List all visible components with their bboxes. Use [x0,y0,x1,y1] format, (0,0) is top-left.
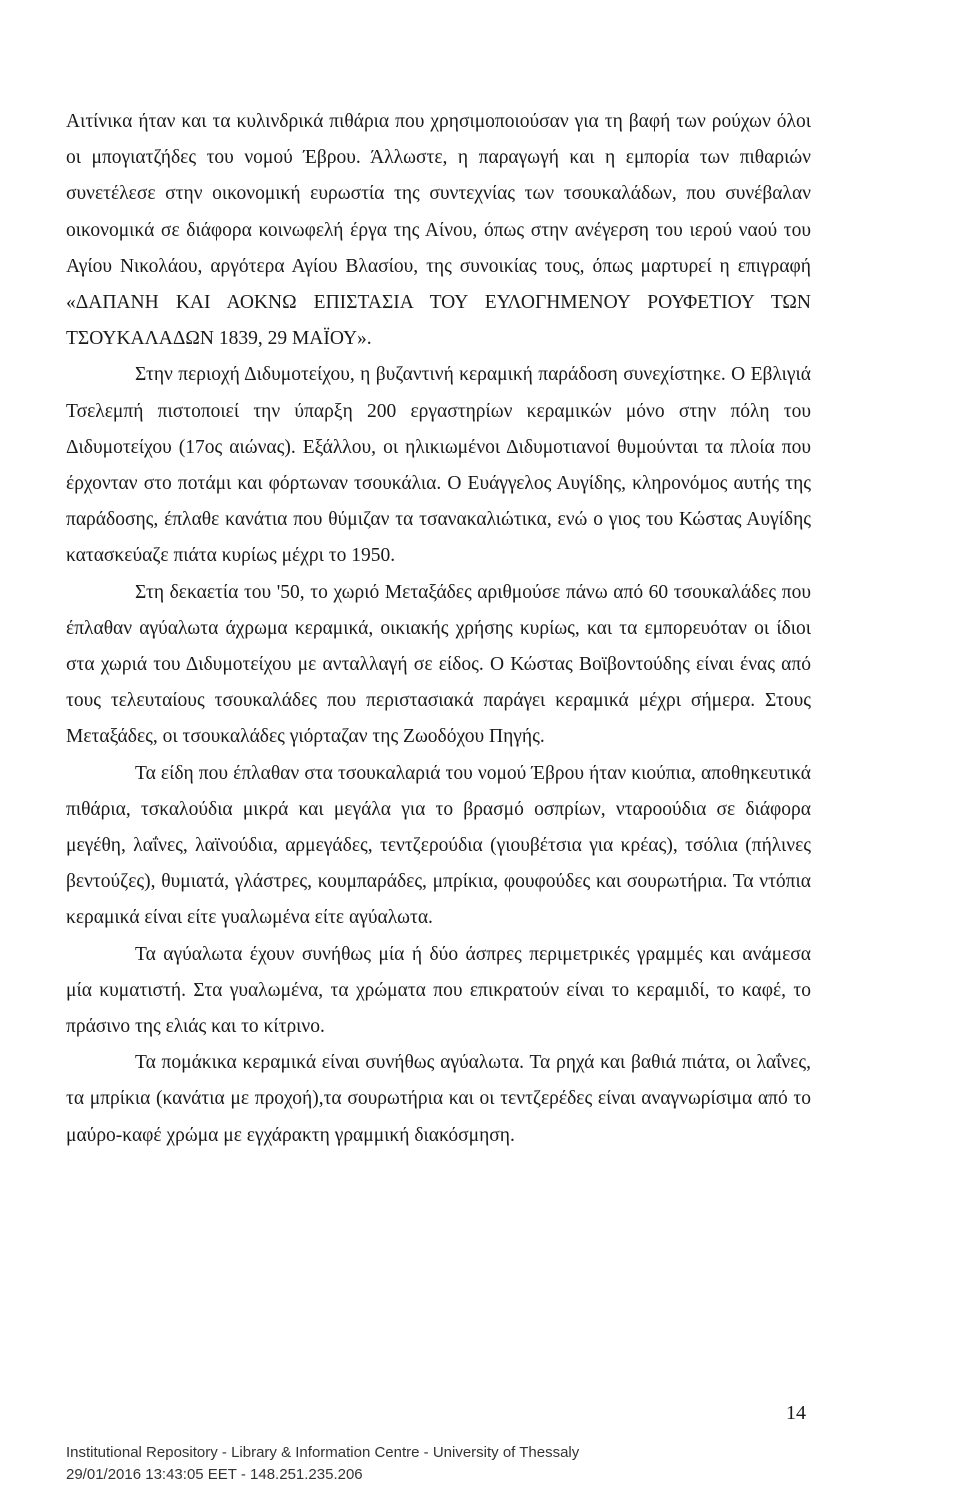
paragraph-1: Αιτίνικα ήταν και τα κυλινδρικά πιθάρια που χρησιμοποιούσαν για τη βαφή των ρούχων όλοι οι μπογιατζήδες του νομού Έβρου. Άλλωστε, η παραγωγή και η εμπορία των πιθαριών συνετέλεσε στην οικονομική ευρωστία της συντεχνίας των τσουκαλάδων, που συνέβαλαν οικονομικά σε διάφορα κοινωφελή έργα της Αίνου, όπως στην ανέγερση του ιερού ναού του Αγίου Νικολάου, αργότερα Αγίου Βλασίου, της συνοικίας τους, όπως μαρτυρεί η επιγραφή «ΔΑΠΑΝΗ ΚΑΙ ΑΟΚΝΩ ΕΠΙΣΤΑΣΙΑ ΤΟΥ ΕΥΛΟΓΗΜΕΝΟΥ ΡΟΥΦΕΤΙΟΥ ΤΩΝ ΤΣΟΥΚΑΛΑΔΩΝ 1839, 29 ΜΑΪΟΥ». [66,111,811,350]
paragraph-3: Στη δεκαετία του '50, το χωριό Μεταξάδες αριθμούσε πάνω από 60 τσουκαλάδες που έπλαθαν αγύαλωτα άχρωμα κεραμικά, οικιακής χρήσης κυρίως, και τα εμπορευόταν οι ίδιοι στα χωριά του Διδυμοτείχου με ανταλλαγή σε είδος. Ο Κώστας Βοϊβοντούδης είναι ένας από τους τελευταίους τσουκαλάδες που περιστασιακά παράγει κεραμικά μέχρι σήμερα. Στους Μεταξάδες, οι τσουκαλάδες γιόρταζαν της Ζωοδόχου Πηγής. [66,581,811,748]
paragraph-2: Στην περιοχή Διδυμοτείχου, η βυζαντινή κεραμική παράδοση συνεχίστηκε. Ο Εβλιγιά Τσελεμπή πιστοποιεί την ύπαρξη 200 εργαστηρίων κεραμικών μόνο στην πόλη του Διδυμοτείχου (17ος αιώνας). Εξάλλου, οι ηλικιωμένοι Διδυμοτιανοί θυμούνται τα πλοία που έρχονταν στο ποτάμι και φόρτωναν τσουκάλια. Ο Ευάγγελος Αυγίδης, κληρονόμος αυτής της παράδοσης, έπλαθε κανάτια που θύμιζαν τα τσανακαλιώτικα, ενώ ο γιος του Κώστας Αυγίδης κατασκεύαζε πιάτα κυρίως μέχρι το 1950. [66,364,811,567]
repository-footer [66,1442,579,1486]
footer-timestamp: 29/01/2016 13:43:05 EET - 148.251.235.206 [66,1466,363,1483]
paragraph-6: Τα πομάκικα κεραμικά είναι συνήθως αγύαλωτα. Τα ρηχά και βαθιά πιάτα, οι λαΐνες, τα μπρίκια (κανάτια με προχοή),τα σουρωτήρια και οι τεντζερέδες είναι αναγνωρίσιμα από το μαύρο-καφέ χρώμα με εγχάρακτη γραμμική διακόσμηση. [66,1052,811,1146]
footer-repository: Institutional Repository - Library & Information Centre - University of Thessaly [66,1444,580,1461]
body-text [66,104,811,1154]
paragraph-5: Τα αγύαλωτα έχουν συνήθως μία ή δύο άσπρες περιμετρικές γραμμές και ανάμεσα μία κυματιστή. Στα γυαλωμένα, τα χρώματα που επικρατούν είναι το κεραμιδί, το καφέ, το πράσινο της ελιάς και το κίτρινο. [66,943,811,1038]
page-number: 14 [786,1402,806,1424]
paragraph-4: Τα είδη που έπλαθαν στα τσουκαλαριά του νομού Έβρου ήταν κιούπια, αποθηκευτικά πιθάρια, τσκαλούδια μικρά και μεγάλα για το βρασμό οσπρίων, νταροούδια σε διάφορα μεγέθη, λαΐνες, λαϊνούδια, αρμεγάδες, τεντζερούδια (γιουβέτσια για κρέας), τσόλια (πήλινες βεντούζες), θυμιατά, γλάστρες, κουμπαράδες, μπρίκια, φουφούδες και σουρωτήρια. Τα ντόπια κεραμικά είναι είτε γυαλωμένα είτε αγύαλωτα. [66,762,811,929]
